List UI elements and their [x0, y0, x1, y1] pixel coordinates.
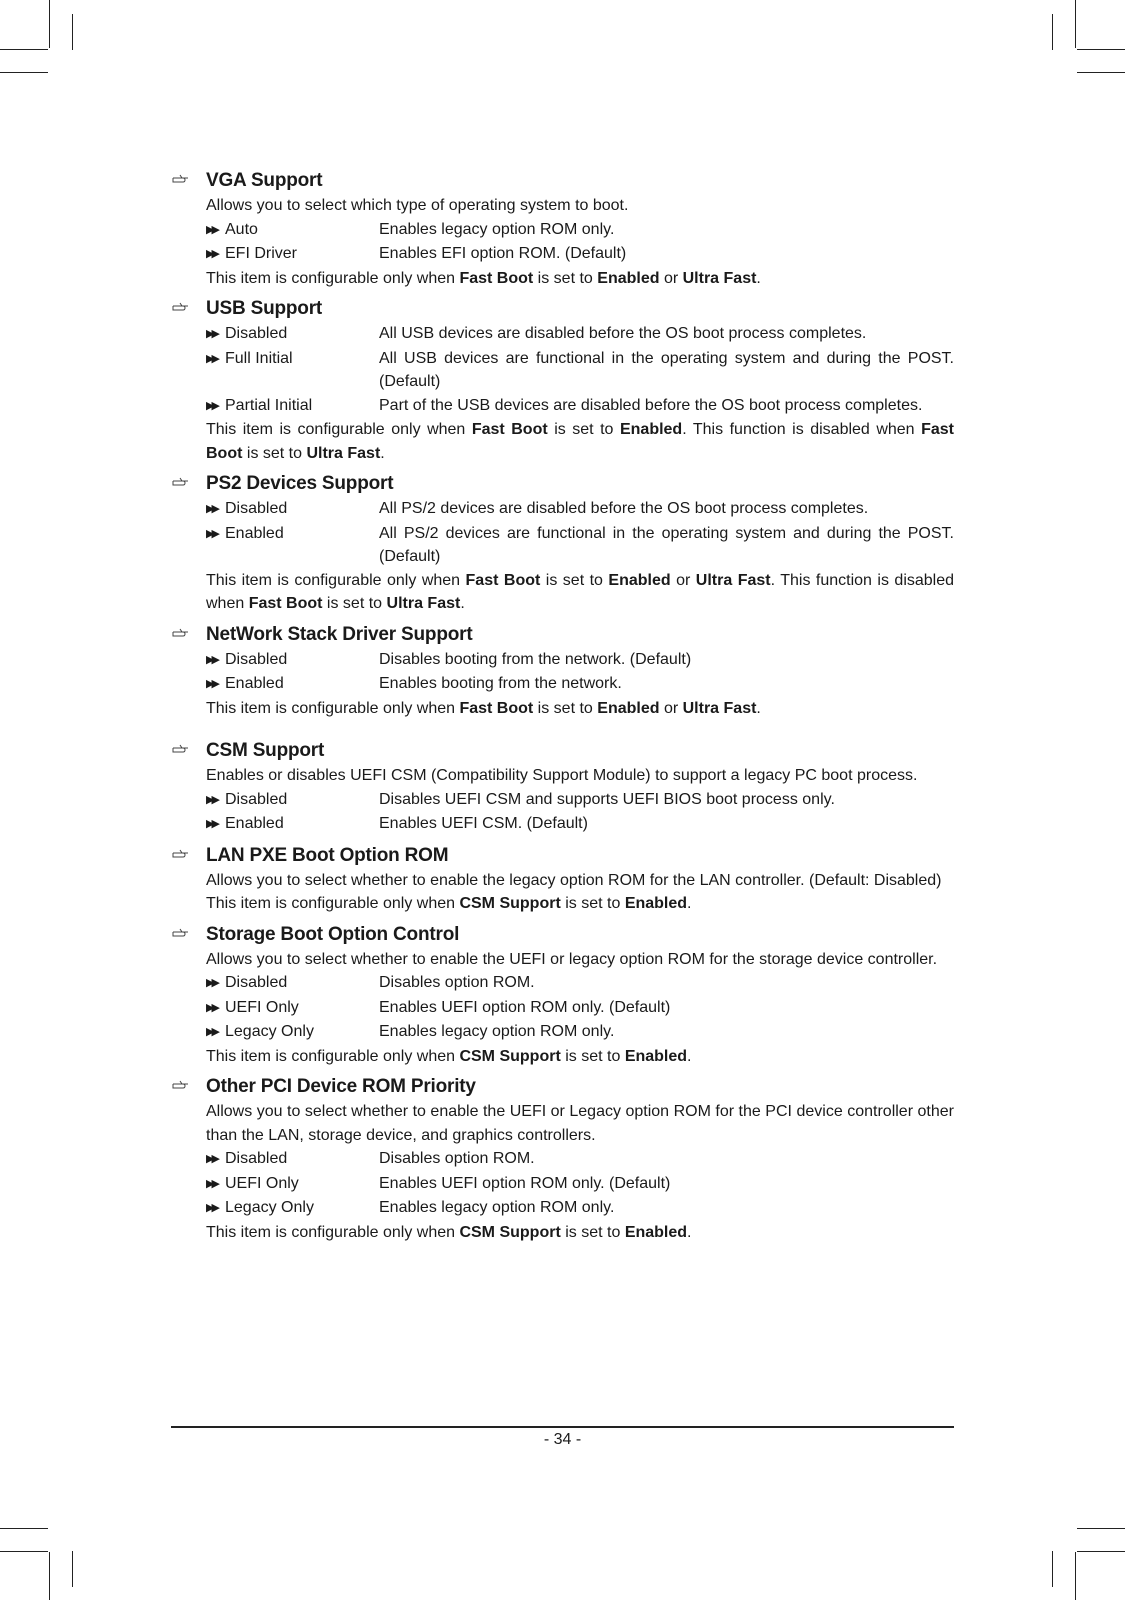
setting-title: CSM Support [206, 740, 325, 761]
note-text: This item is configurable only when [206, 895, 460, 912]
option-name: Disabled [225, 500, 288, 517]
note-emphasis: Fast Boot [248, 595, 323, 612]
option-row [206, 1196, 954, 1221]
option-row [206, 218, 954, 243]
note-emphasis: Enabled [608, 571, 671, 589]
option-row [206, 996, 954, 1021]
option-row [206, 1020, 954, 1045]
setting-title: NetWork Stack Driver Support [206, 623, 473, 645]
option-name-cell [206, 788, 379, 813]
double-arrow-icon: ▶▶ [206, 248, 217, 260]
note-text: This item is configurable only when [206, 1223, 460, 1241]
note-text: or [670, 571, 696, 589]
double-arrow-icon: ▶▶ [206, 527, 217, 540]
option-description: Enables UEFI option ROM only. (Default) [379, 1174, 671, 1192]
note-text: is set to [533, 699, 598, 717]
note-text: is set to [533, 269, 598, 287]
crop-mark [1075, 0, 1076, 48]
crop-mark [0, 1551, 48, 1552]
crop-mark [0, 1528, 48, 1529]
option-row [206, 812, 954, 837]
note-emphasis: Enabled [597, 269, 660, 287]
footer-rule [171, 1426, 954, 1428]
double-arrow-icon: ▶▶ [206, 678, 217, 690]
crop-mark [49, 0, 50, 48]
setting-title: VGA Support [206, 170, 323, 191]
setting-title: USB Support [206, 298, 323, 319]
option-name-cell [206, 996, 379, 1021]
note-emphasis: Enabled [624, 895, 688, 912]
note-text: . [687, 895, 692, 912]
option-name-cell [206, 497, 379, 522]
option-row [206, 394, 954, 419]
note-text: is set to [242, 444, 307, 462]
option-description: Disables option ROM. [379, 1150, 535, 1167]
setting-section [171, 843, 954, 916]
option-name-cell [206, 218, 379, 243]
option-name: Disabled [225, 325, 288, 342]
note-emphasis: Ultra Fast [306, 444, 381, 462]
configurable-note [206, 569, 954, 616]
note-emphasis: Enabled [619, 421, 683, 438]
setting-section [171, 738, 954, 837]
note-emphasis: CSM Support [459, 895, 561, 912]
option-description: All USB devices are functional in the operating system and during the POST. (Default) [379, 349, 954, 390]
option-description: Enables UEFI option ROM only. (Default) [379, 998, 671, 1016]
pointing-hand-icon [171, 472, 191, 492]
note-text: . [460, 595, 465, 612]
note-emphasis: CSM Support [459, 1223, 561, 1241]
option-row [206, 1172, 954, 1197]
manual-content [171, 168, 954, 1250]
option-name: UEFI Only [225, 998, 299, 1016]
setting-title: Storage Boot Option Control [206, 923, 460, 945]
pointing-hand-icon [171, 623, 191, 643]
note-text: is set to [547, 421, 620, 438]
crop-mark [1077, 1551, 1125, 1552]
option-name-cell [206, 1020, 379, 1045]
setting-title: Other PCI Device ROM Priority [206, 1076, 476, 1097]
crop-mark [1077, 72, 1125, 73]
crop-mark [1052, 14, 1053, 50]
option-description: All PS/2 devices are disabled before the OS boot process completes. [379, 500, 869, 517]
option-row [206, 242, 954, 267]
crop-mark [0, 72, 48, 73]
note-emphasis: Fast Boot [206, 421, 954, 462]
setting-description: Allows you to select whether to enable the legacy option ROM for the LAN controller. (Default: Disabled) [206, 871, 942, 889]
option-name-cell [206, 812, 379, 837]
note-text: is set to [560, 895, 625, 912]
option-name: Disabled [225, 790, 288, 808]
note-text: is set to [540, 571, 609, 589]
option-row [206, 347, 954, 394]
setting-title: PS2 Devices Support [206, 473, 394, 494]
note-text: This item is configurable only when [206, 1047, 460, 1065]
option-row [206, 971, 954, 996]
option-name-cell [206, 347, 379, 394]
note-emphasis: Enabled [597, 699, 660, 717]
option-description: Enables booting from the network. [379, 675, 622, 692]
option-name-cell [206, 1172, 379, 1197]
double-arrow-icon: ▶▶ [206, 793, 217, 806]
note-text: is set to [560, 1047, 625, 1065]
note-text: . [687, 1223, 692, 1241]
option-name: Enabled [225, 675, 284, 692]
option-description: Enables EFI option ROM. (Default) [379, 245, 627, 262]
option-name-cell [206, 322, 379, 347]
option-description: Disables option ROM. [379, 974, 535, 991]
option-name: Enabled [225, 524, 284, 542]
option-name: Partial Initial [225, 396, 313, 414]
setting-title: LAN PXE Boot Option ROM [206, 844, 449, 866]
note-emphasis: Ultra Fast [682, 699, 757, 717]
option-name-cell [206, 522, 379, 569]
double-arrow-icon: ▶▶ [206, 352, 217, 365]
crop-mark [49, 1552, 50, 1600]
option-name: EFI Driver [225, 245, 297, 262]
setting-section [171, 168, 954, 290]
option-description: Enables legacy option ROM only. [379, 1199, 615, 1216]
double-arrow-icon: ▶▶ [206, 818, 217, 830]
configurable-note [206, 418, 954, 465]
option-description: Disables UEFI CSM and supports UEFI BIOS boot process only. [379, 790, 835, 808]
note-text: This item is configurable only when [206, 699, 460, 717]
note-emphasis: Ultra Fast [386, 595, 461, 612]
pointing-hand-icon [171, 844, 191, 864]
setting-description: Allows you to select whether to enable the UEFI or legacy option ROM for the storage device controller. [206, 950, 938, 968]
option-name: UEFI Only [225, 1174, 299, 1192]
note-text: This item is configurable only when [206, 421, 472, 438]
option-name-cell [206, 242, 379, 267]
option-name: Disabled [225, 974, 288, 991]
option-name-cell [206, 394, 379, 419]
note-text: or [659, 269, 683, 287]
note-text: is set to [322, 595, 387, 612]
option-name: Legacy Only [225, 1199, 314, 1216]
crop-mark [1077, 49, 1125, 50]
option-description: Part of the USB devices are disabled before the OS boot process completes. [379, 396, 923, 414]
crop-mark [72, 1551, 73, 1587]
configurable-note [206, 697, 954, 721]
page-number: - 34 - [543, 1431, 582, 1448]
note-text: . [380, 444, 385, 462]
option-name: Legacy Only [225, 1023, 314, 1040]
pointing-hand-icon [171, 169, 191, 189]
option-name-cell [206, 1196, 379, 1221]
note-text: This item is configurable only when [206, 571, 466, 589]
crop-mark [1075, 1552, 1076, 1600]
crop-mark [72, 14, 73, 50]
option-description: Enables legacy option ROM only. [379, 220, 615, 238]
double-arrow-icon: ▶▶ [206, 399, 217, 412]
configurable-note [206, 1045, 954, 1069]
crop-mark [0, 49, 48, 50]
note-emphasis: Enabled [624, 1047, 688, 1065]
option-description: Enables UEFI CSM. (Default) [379, 815, 588, 832]
option-row [206, 522, 954, 569]
option-row [206, 322, 954, 347]
note-text: is set to [560, 1223, 625, 1241]
setting-section [171, 622, 954, 721]
setting-section [171, 1074, 954, 1244]
note-emphasis: Fast Boot [465, 571, 541, 589]
setting-section [171, 471, 954, 616]
crop-mark [1052, 1551, 1053, 1587]
pointing-hand-icon [171, 739, 191, 759]
double-arrow-icon: ▶▶ [206, 977, 217, 989]
double-arrow-icon: ▶▶ [206, 503, 217, 515]
option-description: Enables legacy option ROM only. [379, 1023, 615, 1040]
note-text: . [756, 699, 761, 717]
option-row [206, 788, 954, 813]
option-row [206, 1147, 954, 1172]
configurable-note [206, 1221, 954, 1245]
pointing-hand-icon [171, 297, 191, 317]
double-arrow-icon: ▶▶ [206, 1202, 217, 1214]
option-name: Enabled [225, 815, 284, 832]
note-text: This item is configurable only when [206, 269, 460, 287]
note-text: . [756, 269, 761, 287]
option-name-cell [206, 648, 379, 673]
option-description: Disables booting from the network. (Default) [379, 650, 692, 668]
option-row [206, 497, 954, 522]
setting-description: Allows you to select whether to enable the UEFI or Legacy option ROM for the PCI device controller other than the LAN, storage device, and graphics controllers. [206, 1103, 954, 1144]
double-arrow-icon: ▶▶ [206, 1177, 217, 1190]
configurable-note [206, 267, 954, 291]
double-arrow-icon: ▶▶ [206, 1001, 217, 1014]
option-name: Disabled [225, 650, 288, 668]
setting-section [171, 296, 954, 465]
option-row [206, 672, 954, 697]
double-arrow-icon: ▶▶ [206, 328, 217, 340]
setting-description: Allows you to select which type of operating system to boot. [206, 197, 629, 214]
note-text: . [687, 1047, 692, 1065]
option-name-cell [206, 672, 379, 697]
option-name-cell [206, 971, 379, 996]
note-emphasis: Enabled [624, 1223, 688, 1241]
option-description: All USB devices are disabled before the OS boot process completes. [379, 325, 867, 342]
double-arrow-icon: ▶▶ [206, 1153, 217, 1165]
note-emphasis: Fast Boot [459, 269, 534, 287]
option-name: Full Initial [225, 349, 293, 367]
setting-section [171, 922, 954, 1069]
pointing-hand-icon [171, 1075, 191, 1095]
option-row [206, 648, 954, 673]
double-arrow-icon: ▶▶ [206, 223, 217, 236]
crop-mark [1077, 1528, 1125, 1529]
note-emphasis: Fast Boot [459, 699, 534, 717]
note-text: . This function is disabled when [206, 571, 955, 612]
note-emphasis: CSM Support [459, 1047, 561, 1065]
note-emphasis: Fast Boot [471, 421, 548, 438]
double-arrow-icon: ▶▶ [206, 1026, 217, 1038]
option-description: All PS/2 devices are functional in the operating system and during the POST. (Default) [379, 524, 954, 565]
double-arrow-icon: ▶▶ [206, 653, 217, 666]
option-name-cell [206, 1147, 379, 1172]
note-emphasis: Ultra Fast [682, 269, 757, 287]
note-emphasis: Ultra Fast [695, 571, 771, 589]
configurable-note [206, 892, 954, 916]
note-text: . This function is disabled when [682, 421, 922, 438]
option-name: Disabled [225, 1150, 288, 1167]
pointing-hand-icon [171, 923, 191, 943]
note-text: or [659, 699, 683, 717]
setting-description: Enables or disables UEFI CSM (Compatibility Support Module) to support a legacy PC boot process. [206, 767, 918, 784]
option-name: Auto [225, 220, 258, 238]
